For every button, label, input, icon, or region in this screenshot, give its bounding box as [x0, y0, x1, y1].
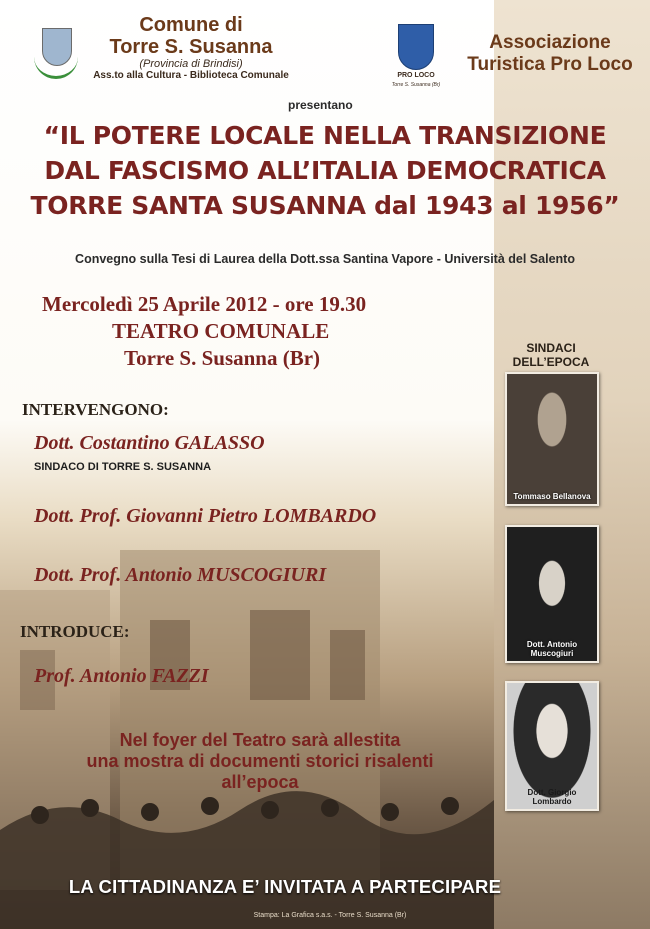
proloco-shield-icon	[398, 24, 434, 70]
mostra-line3: all’epoca	[221, 772, 299, 792]
historic-photo-background	[0, 470, 494, 929]
proloco-line1: Associazione	[489, 32, 611, 53]
proloco-badge: PRO LOCO	[397, 72, 435, 79]
mostra-line2: una mostra di documenti storici risalenti	[86, 751, 434, 771]
sindaci-line1: SINDACI	[526, 341, 576, 355]
introducer-fazzi: Prof. Antonio FAZZI	[34, 665, 209, 687]
invitation-banner: LA CITTADINANZA E’ INVITATA A PARTECIPARE	[68, 876, 502, 897]
presentano-label: presentano	[288, 98, 353, 112]
proloco-line2: Turistica Pro Loco	[467, 54, 633, 75]
speaker-muscogiuri: Dott. Prof. Antonio MUSCOGIURI	[34, 564, 327, 586]
speaker-galasso-role: SINDACO DI TORRE S. SUSANNA	[34, 461, 212, 473]
comune-block	[86, 14, 296, 81]
comune-office: Ass.to alla Cultura - Biblioteca Comunale	[93, 70, 289, 81]
proloco-badge-sub: Torre S. Susanna (Br)	[391, 82, 441, 88]
photo-lombardo-caption: Dott. Giorgio Lombardo	[527, 788, 577, 806]
event-town: Torre S. Susanna (Br)	[124, 346, 321, 370]
photo-bellanova	[505, 372, 599, 506]
intervengono-label: INTERVENGONO:	[22, 400, 169, 419]
title-line1: “IL POTERE LOCALE NELLA TRANSIZIONE	[43, 121, 607, 150]
introduce-label: INTRODUCE:	[20, 622, 130, 641]
photo-bellanova-caption: Tommaso Bellanova	[513, 492, 591, 501]
comune-crest	[28, 14, 84, 86]
comune-province: (Provincia di Brindisi)	[139, 58, 243, 70]
sindaci-line2: DELL’EPOCA	[512, 355, 590, 369]
speaker-galasso: Dott. Costantino GALASSO	[34, 432, 265, 454]
event-venue: TEATRO COMUNALE	[112, 319, 330, 343]
proloco-crest	[388, 14, 444, 92]
photo-muscogiuri	[505, 525, 599, 663]
mostra-note	[40, 730, 480, 793]
title-line2: DAL FASCISMO ALL’ITALIA DEMOCRATICA	[44, 156, 606, 185]
title-line3: TORRE SANTA SUSANNA dal 1943 al 1956”	[30, 191, 620, 220]
laurel-icon	[34, 54, 78, 79]
proloco-block	[462, 32, 638, 76]
comune-line1: Comune di	[139, 14, 243, 36]
comune-line2: Torre S. Susanna	[109, 36, 273, 58]
sindaci-heading	[500, 341, 602, 369]
photo-muscogiuri-caption: Dott. Antonio Muscogiuri	[526, 640, 578, 658]
mostra-line1: Nel foyer del Teatro sarà allestita	[119, 730, 401, 750]
printer-credit: Stampa: La Grafica s.a.s. - Torre S. Susanna (Br)	[253, 912, 407, 919]
speaker-lombardo: Dott. Prof. Giovanni Pietro LOMBARDO	[34, 505, 377, 527]
convegno-subtitle: Convegno sulla Tesi di Laurea della Dott.ssa Santina Vapore - Università del Salento	[75, 252, 575, 266]
photo-lombardo	[505, 681, 599, 811]
main-title	[0, 118, 650, 223]
event-date: Mercoledì 25 Aprile 2012 - ore 19.30	[42, 292, 367, 316]
